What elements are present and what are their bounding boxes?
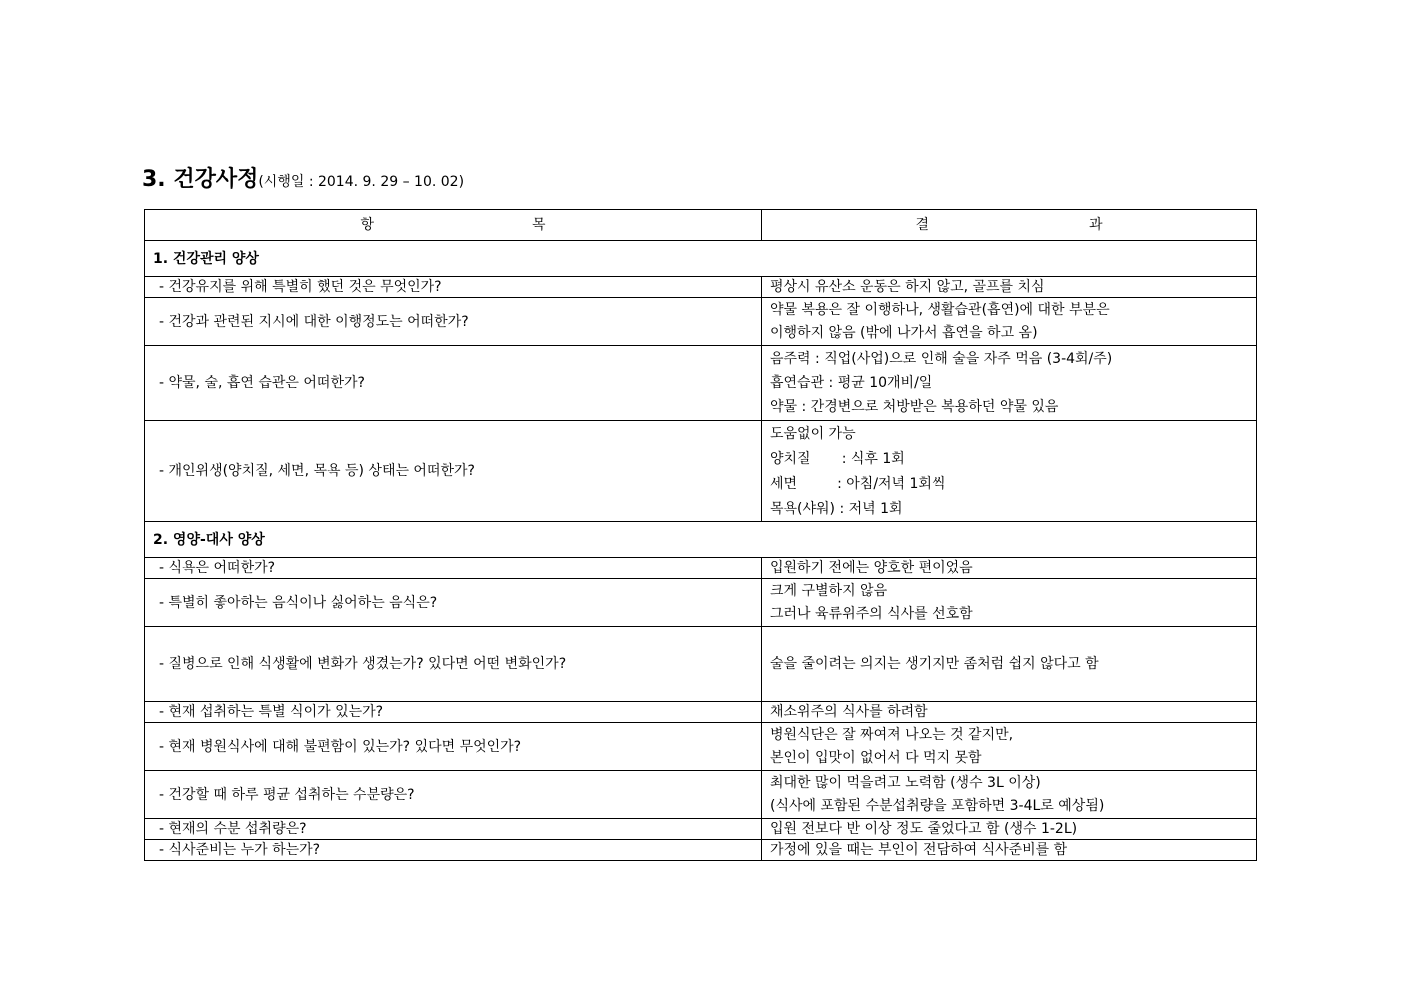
answer-cell <box>762 627 1257 702</box>
question-cell: - 질병으로 인해 식생활에 변화가 생겼는가? 있다면 어떤 변화인가? <box>145 627 762 702</box>
answer-cell <box>762 579 1257 627</box>
answer-line: 그러나 육류위주의 식사를 선호함 <box>770 606 973 622</box>
table-row <box>145 558 1257 579</box>
question-cell: - 식욕은 어떠한가? <box>145 558 762 579</box>
question-cell: - 현재의 수분 섭취량은? <box>145 819 762 840</box>
answer-cell <box>762 771 1257 819</box>
answer-line: 흡연습관 : 평균 10개비/일 <box>770 375 933 391</box>
answer-cell <box>762 840 1257 861</box>
table-row <box>145 421 1257 522</box>
table-row <box>145 298 1257 346</box>
answer-cell <box>762 421 1257 522</box>
answer-line: 이행하지 않음 (밖에 나가서 흡연을 하고 옴) <box>770 325 1038 341</box>
answer-line: 약물 복용은 잘 이행하나, 생활습관(흡연)에 대한 부분은 <box>770 302 1110 318</box>
answer-line: 도움없이 가능 <box>770 425 856 442</box>
question-cell: - 식사준비는 누가 하는가? <box>145 840 762 861</box>
answer-cell <box>762 819 1257 840</box>
header-result-left: 결 <box>915 217 929 233</box>
question-cell: - 건강과 관련된 지시에 대한 이행정도는 어떠한가? <box>145 298 762 346</box>
question-cell: - 특별히 좋아하는 음식이나 싫어하는 음식은? <box>145 579 762 627</box>
section-header: 2. 영양-대사 양상 <box>145 522 1257 558</box>
section-row <box>145 522 1257 558</box>
section-date: (시행일 : 2014. 9. 29 – 10. 02) <box>258 174 465 190</box>
answer-cell <box>762 702 1257 723</box>
table-row <box>145 277 1257 298</box>
answer-line: 목욕(샤워) : 저녁 1회 <box>770 500 903 517</box>
answer-line: 입원하기 전에는 양호한 편이었음 <box>770 560 973 576</box>
section-row <box>145 241 1257 277</box>
question-cell: - 현재 섭취하는 특별 식이가 있는가? <box>145 702 762 723</box>
answer-line: 평상시 유산소 운동은 하지 않고, 골프를 치심 <box>770 279 1045 295</box>
answer-cell <box>762 277 1257 298</box>
answer-line: 세면 : 아침/저녁 1회씩 <box>770 475 946 492</box>
answer-line: 크게 구별하지 않음 <box>770 583 888 599</box>
header-result-right: 과 <box>1089 217 1103 233</box>
question-cell: - 약물, 술, 흡연 습관은 어떠한가? <box>145 346 762 421</box>
answer-line: 입원 전보다 반 이상 정도 줄었다고 함 (생수 1-2L) <box>770 821 1078 837</box>
table-row <box>145 840 1257 861</box>
answer-line: 양치질 : 식후 1회 <box>770 450 905 467</box>
header-result-cell <box>762 210 1257 241</box>
table-row <box>145 723 1257 771</box>
question-cell: - 개인위생(양치질, 세면, 목욕 등) 상태는 어떠한가? <box>145 421 762 522</box>
answer-cell <box>762 723 1257 771</box>
section-title: 3. 건강사정 <box>142 167 259 192</box>
question-cell: - 건강할 때 하루 평균 섭취하는 수분량은? <box>145 771 762 819</box>
table-row <box>145 346 1257 421</box>
answer-line: 본인이 입맛이 없어서 다 먹지 못함 <box>770 750 982 766</box>
table-row <box>145 819 1257 840</box>
question-cell: - 건강유지를 위해 특별히 했던 것은 무엇인가? <box>145 277 762 298</box>
section-header: 1. 건강관리 양상 <box>145 241 1257 277</box>
answer-line: 병원식단은 잘 짜여져 나오는 것 같지만, <box>770 727 1014 743</box>
answer-line: 채소위주의 식사를 하려함 <box>770 704 928 720</box>
answer-line: 가정에 있을 때는 부인이 전담하여 식사준비를 함 <box>770 842 1068 858</box>
header-item-cell <box>145 210 762 241</box>
table-row <box>145 627 1257 702</box>
table-row <box>145 771 1257 819</box>
table-header-row <box>145 210 1257 241</box>
health-assessment-table <box>144 209 1257 861</box>
answer-cell <box>762 558 1257 579</box>
table-row <box>145 702 1257 723</box>
answer-line: 음주력 : 직업(사업)으로 인해 술을 자주 먹음 (3-4회/주) <box>770 351 1113 367</box>
answer-cell <box>762 346 1257 421</box>
answer-line: 약물 : 간경변으로 처방받은 복용하던 약물 있음 <box>770 399 1059 415</box>
header-item-left: 항 <box>360 217 374 233</box>
header-item-right: 목 <box>532 217 546 233</box>
table-row <box>145 579 1257 627</box>
answer-line: 술을 줄이려는 의지는 생기지만 좀처럼 쉽지 않다고 함 <box>770 656 1099 672</box>
answer-line: (식사에 포함된 수분섭취량을 포함하면 3-4L로 예상됨) <box>770 798 1105 814</box>
section-heading <box>142 162 464 194</box>
answer-line: 최대한 많이 먹을려고 노력함 (생수 3L 이상) <box>770 775 1041 791</box>
answer-cell <box>762 298 1257 346</box>
question-cell: - 현재 병원식사에 대해 불편함이 있는가? 있다면 무엇인가? <box>145 723 762 771</box>
